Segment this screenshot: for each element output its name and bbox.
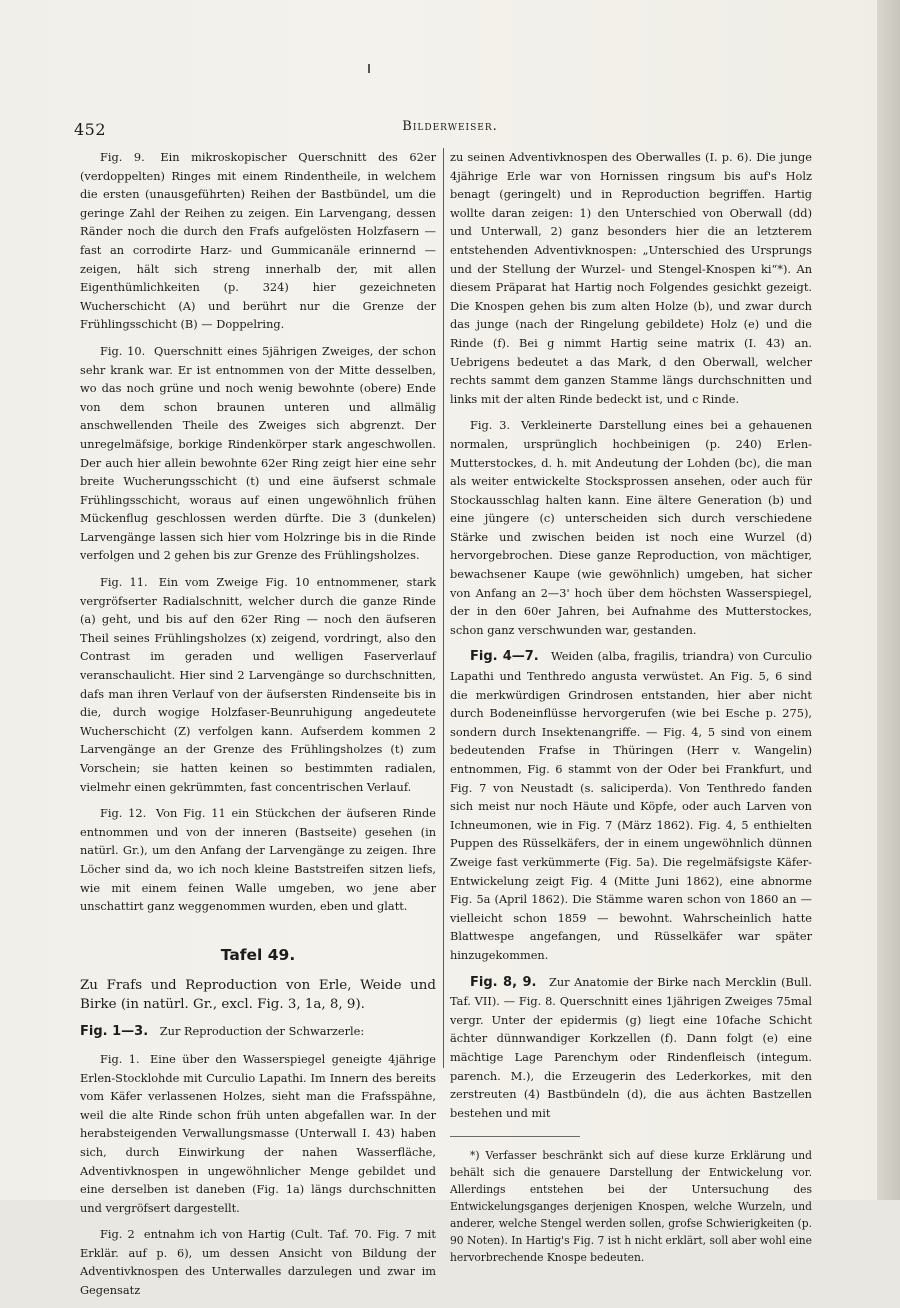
- plate-title: Tafel 49.: [220, 945, 296, 964]
- fig10-caption: [80, 342, 436, 565]
- fig8-9-label: Fig. 8, 9.: [470, 974, 537, 990]
- fig11-label: Fig. 11.: [100, 575, 148, 590]
- fig4-7-caption: [450, 647, 812, 964]
- fig3-text: Verkleinerte Darstellung eines bei a gehauenen normalen, ursprünglich hochbeinigen (p. 240) Erlen-Mutterstockes, d. h. mit Andeutung der Lohden (bc), die man als weiter entwickelte Stocksprossen ansehen, oder auch für Stockausschlag halten kann. Eine ältere Generation (b) und eine jüngere (c) unterscheiden sich durch verschiedene Stärke und zwischen beiden ist noch eine Wurzel (d) hervorgebrochen. Diese ganze Reproduction, von mächtiger, bewachsener Kaupe (wie gewöhnlich) umgeben, hat sicher von Anfang an 2—3' hoch über dem höchsten Wasserspiegel, der in den 60er Jahren, bei Aufnahme des Mutterstockes, schon ganz verschwunden war, gestanden.: [450, 418, 813, 637]
- fig11-caption: [80, 573, 436, 796]
- fig2-caption: [80, 1225, 436, 1299]
- fig2-label: Fig. 2: [100, 1227, 135, 1242]
- fig12-caption: [80, 804, 436, 916]
- fig4-7-label: Fig. 4—7.: [470, 649, 539, 665]
- page-gutter-shadow: [877, 0, 900, 1200]
- fig2-text: entnahm ich von Hartig (Cult. Taf. 70. Fig. 7 mit Erklär. auf p. 6), um dessen Ansicht von Bildung der Adventivknospen des Unterwalles darzulegen und zwar im Gegensatz: [80, 1227, 436, 1298]
- plate-subtitle: Zu Frafs und Reproduction von Erle, Weide und Birke (in natürl. Gr., excl. Fig. 3, 1a, 8, 9).: [80, 978, 436, 1013]
- right-column: [450, 148, 812, 1274]
- fig9-text: Ein mikroskopischer Querschnitt des 62er (verdoppelten) Ringes mit einem Rindentheile, in welchem die ersten (unausgeführten) Reihen der Bastbündel, um die geringe Zahl der Reihen zu zeigen. Ein Larvengang, dessen Ränder noch die durch den Frafs aufgelösten Holzfasern — fast an corrodirte Harz- und Gummicanäle erinnernd — zeigen, hält sich streng innerhalb der, mit allen Eigenthümlichkeiten (p. 324) hier gezeichneten Wucherschicht (A) und berührt nur die Grenze der Frühlingsschicht (B) — Doppelring.: [80, 150, 437, 332]
- footnote-rule: [450, 1136, 580, 1137]
- left-column: [80, 148, 436, 1308]
- fig9-label: Fig. 9.: [100, 150, 145, 164]
- fig12-label: Fig. 12.: [100, 806, 147, 821]
- fig12-text: Von Fig. 11 ein Stückchen der äufseren Rinde entnommen und von der inneren (Bastseite) gesehen (in natürl. Gr.), um den Anfang der Larvengänge zu zeigen. Ihre Löcher sind da, wo ich noch kleine Baststreifen sitzen liefs, wie mit einem feinen Walle umgeben, wo jene aber unschattirt ganz weggenommen wurden, eben und glatt.: [80, 806, 437, 914]
- fig1-text: Eine über den Wasserspiegel geneigte 4jährige Erlen-Stocklohde mit Curculio Lapathi. Im Innern des bereits vom Käfer verlassenen Holzes, sieht man die Frafsspähne, weil die alte Rinde schon früh unten abgefallen war. In der herabsteigenden Verwallungsmasse (Unterwall I. 43) haben sich, durch Einwirkung der nahen Wasserfläche, Adventivknospen in ungewöhnlicher Menge gebildet und eine derselben ist daneben (Fig. 1a) längs durchschnitten und vergröfsert dargestellt.: [80, 1051, 437, 1215]
- fig1-caption: [80, 1050, 436, 1217]
- fig3-label: Fig. 3.: [470, 418, 511, 433]
- page-number: 452: [74, 120, 107, 139]
- fig8-9-caption: [450, 973, 812, 1123]
- running-head: Bilderweiser.: [402, 119, 498, 134]
- fig2-continuation: zu seinen Adventivknospen des Oberwalles (I. p. 6). Die junge 4jährige Erle war von Hornissen ringsum bis auf's Holz benagt (geringelt) und in Reproduction begriffen. Hartig wollte daran zeigen: 1) den Unterschied von Oberwall (dd) und Unterwall, 2) ganz besonders hier die an letzterem entstehenden Adventivknospen: „Unterschied des Ursprungs und der Stellung der Wurzel- und Stengel-Knospen ki“*). An diesem Präparat hat Hartig noch Folgendes gesichkt gezeigt. Die Knospen gehen bis zum alten Holze (b), und zwar durch das junge (nach der Ringelung gebildete) Holz (e) und die Rinde (f). Bei g nimmt Hartig seine matrix (I. 43) an. Uebrigens bedeutet a das Mark, d den Oberwall, welcher rechts sammt dem ganzen Stamme längs durchschnitten und links mit der alten Rinde bedeckt ist, und c Rinde.: [450, 150, 812, 406]
- fig3-caption: [450, 416, 812, 639]
- fig10-label: Fig. 10.: [100, 343, 146, 358]
- fig1-3-label: Fig. 1—3.: [80, 1024, 149, 1040]
- print-mark: [368, 64, 370, 73]
- footnote: *) Verfasser beschränkt sich auf diese kurze Erklärung und behält sich die genauere Darstellung der Entwickelung vor. Allerdings entstehen bei der Untersuchung des Entwickelungsganges derjenigen Knospen, welche Wurzeln, und anderer, welche Stengel werden sollen, grofse Schwierigkeiten (p. 90 Noten). In Hartig's Fig. 7 ist h nicht erklärt, soll aber wohl eine hervorbrechende Knospe bedeuten.: [450, 1149, 812, 1265]
- fig4-7-text: Weiden (alba, fragilis, triandra) von Curculio Lapathi und Tenthredo angusta verwüstet. An Fig. 5, 6 sind die merkwürdigen Grindrosen entstanden, hier aber nicht durch Bodeneinflüsse hervorgerufen (wie bei Esche p. 275), sondern durch Insektenangriffe. — Fig. 4, 5 sind von einem bedeutenden Frafse in Thüringen (Herr v. Wangelin) entnommen, Fig. 6 stammt von der Oder bei Frankfurt, und Fig. 7 von Neustadt (s. saliciperda). Von Tenthredo fanden sich meist nur noch Häute und Köpfe, oder auch Larven von Ichneumonen, wie in Fig. 7 (März 1862). Fig. 4, 5 enthielten Puppen des Rüsselkäfers, der in einem ungewöhnlich dünnen Zweige fast verkümmerte (Fig. 5a). Die regelmäfsigste Käfer-Entwickelung zeigt Fig. 4 (Mitte Juni 1862), eine abnorme Fig. 5a (April 1862). Die Stämme waren schon von 1860 an — vielleicht schon 1859 — bewohnt. Wahrscheinlich hatte Blattwespe angefangen, und Rüsselkäfer war später hinzugekommen.: [450, 649, 813, 962]
- fig10-text: Querschnitt eines 5jährigen Zweiges, der schon sehr krank war. Er ist entnommen von der Mitte desselben, wo das noch grüne und noch wenig bewohnte (obere) Ende von dem schon braunen unteren und allmälig anschwellenden Theile des Zweiges sich abgrenzt. Der unregelmäfsige, borkige Rindenkörper stark angeschwollen. Der auch hier allein bewohnte 62er Ring zeigt hier eine sehr breite Wucherungsschicht (t) und eine äufserst schmale Frühlingsschicht, woraus auf einen ungewöhnlich frühen Mückenflug geschlossen werden dürfte. Die 3 (dunkelen) Larvengänge lassen sich hier vom Holzringe bis in die Rinde verfolgen und 2 gehen bis zur Grenze des Frühlingsholzes.: [80, 343, 437, 563]
- fig1-label: Fig. 1.: [100, 1051, 140, 1066]
- fig1-3-heading: [80, 1022, 436, 1042]
- column-divider: [443, 148, 444, 1068]
- fig8-9-text: Zur Anatomie der Birke nach Mercklin (Bull. Taf. VII). — Fig. 8. Querschnitt eines 1jährigen Zweiges 75mal vergr. Unter der epidermis (g) liegt eine 10fache Schicht ächter dünnwandiger Korkzellen (f). Dann folgt (e) eine mächtige Lage Parenchym oder Rindenfleisch (integum. parench. M.), die Erzeugerin des Lederkorkes, mit den zerstreuten (4) Bastbündeln (d), die aus ächten Bastzellen bestehen und mit: [450, 974, 813, 1120]
- fig9-caption: [80, 148, 436, 334]
- fig11-text: Ein vom Zweige Fig. 10 entnommener, stark vergröfserter Radialschnitt, welcher durch die ganze Rinde (a) geht, und bis auf den 62er Ring — noch den äufseren Theil seines Frühlingsholzes (x) zeigend, vordringt, also den Contrast im geraden und welligen Faserverlauf veranschaulicht. Hier sind 2 Larvengänge so durchschnitten, dafs man ihren Verlauf von der äufsersten Rindenseite bis in die, durch wogige Holzfaser-Beunruhigung angedeutete Wucherschicht (Z) verfolgen kann. Aufserdem kommen 2 Larvengänge an der Grenze des Frühlingsholzes (t) zum Vorschein; sie hatten keinen so bestimmten radialen, vielmehr einen gekrümmten, fast concentrischen Verlauf.: [80, 575, 436, 794]
- fig1-3-text: Zur Reproduction der Schwarzerle:: [159, 1024, 365, 1039]
